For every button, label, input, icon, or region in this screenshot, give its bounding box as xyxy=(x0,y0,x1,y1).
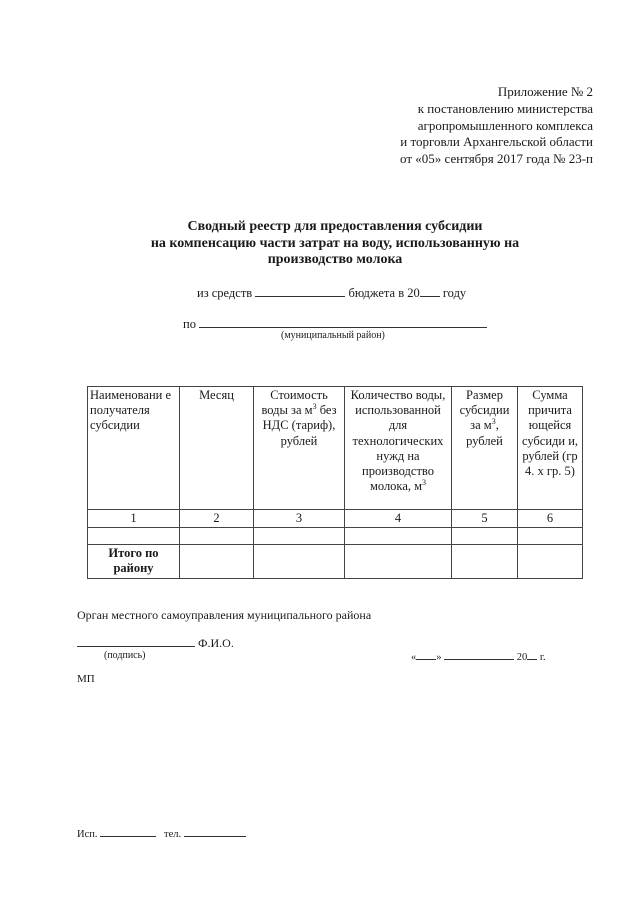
table-cell xyxy=(452,528,518,545)
table-cell xyxy=(254,545,345,578)
table-cell xyxy=(88,528,180,545)
org-line: Орган местного самоуправления муниципального района xyxy=(77,608,372,622)
appendix-line: и торговли Архангельской области xyxy=(400,134,593,150)
budget-blank xyxy=(255,285,345,297)
table-header-row xyxy=(88,387,583,510)
executor-blank xyxy=(100,827,156,837)
table-cell xyxy=(345,528,452,545)
table-cell xyxy=(518,545,583,578)
title-line: на компенсацию части затрат на воду, использованную на xyxy=(150,235,520,251)
header-month: Месяц xyxy=(180,387,254,510)
signature-blank xyxy=(77,635,195,647)
year-blank xyxy=(420,285,440,297)
appendix-line: от «05» сентября 2017 года № 23-п xyxy=(400,151,593,167)
district-caption: (муниципальный район) xyxy=(281,330,385,341)
year-blank xyxy=(527,650,537,660)
table-cell xyxy=(180,528,254,545)
district-blank xyxy=(199,316,487,328)
executor-line: Исп. тел. xyxy=(77,827,246,840)
appendix-header xyxy=(400,84,593,168)
district-prefix: по xyxy=(183,317,196,331)
table-cell xyxy=(452,545,518,578)
column-number: 2 xyxy=(180,510,254,528)
header-subsidy-rate: Размер субсидии за $м^3$, рублей xyxy=(452,387,518,510)
table-row xyxy=(88,545,583,578)
document-title xyxy=(100,219,570,269)
fio-label: Ф.И.О. xyxy=(198,636,234,650)
table-row xyxy=(88,528,583,545)
day-blank xyxy=(416,650,436,660)
column-number: 5 xyxy=(452,510,518,528)
total-label: Итого по району xyxy=(88,545,180,578)
header-water-cost: Стоимость воды за $м^3$ без НДС (тариф), рублей xyxy=(254,387,345,510)
funds-middle: бюджета в 20 xyxy=(348,286,420,300)
phone-blank xyxy=(184,827,246,837)
column-number: 6 xyxy=(518,510,583,528)
registry-table xyxy=(87,386,583,579)
funds-prefix: из средств xyxy=(197,286,253,300)
column-number: 4 xyxy=(345,510,452,528)
appendix-line: Приложение № 2 xyxy=(497,84,593,99)
month-blank xyxy=(444,650,514,660)
appendix-line: к постановлению министерства xyxy=(417,100,593,116)
date-line: « » 20 г. xyxy=(411,652,546,663)
header-subsidy-amount: Сумма причита ющейся субсиди и, рублей (гр 4. х гр. 5) xyxy=(518,387,583,510)
table-row xyxy=(88,510,583,528)
table-cell xyxy=(254,528,345,545)
title-line: Сводный реестр для предоставления субсидии xyxy=(187,219,483,234)
table-cell xyxy=(518,528,583,545)
table-cell xyxy=(180,545,254,578)
header-recipient: Наименовани е получателя субсидии xyxy=(88,387,180,510)
column-number: 3 xyxy=(254,510,345,528)
fio-line xyxy=(77,635,234,651)
title-line: производство молока xyxy=(267,252,403,267)
column-number: 1 xyxy=(88,510,180,528)
header-water-quantity: Количество воды, использованной для технологических нужд на производство молока, $м^3$ xyxy=(345,387,452,510)
stamp-label: МП xyxy=(77,673,95,685)
funds-line xyxy=(197,285,466,301)
appendix-line: агропромышленного комплекса xyxy=(417,117,593,133)
signature-caption: (подпись) xyxy=(104,650,146,661)
table-cell xyxy=(345,545,452,578)
funds-suffix: году xyxy=(442,286,467,300)
